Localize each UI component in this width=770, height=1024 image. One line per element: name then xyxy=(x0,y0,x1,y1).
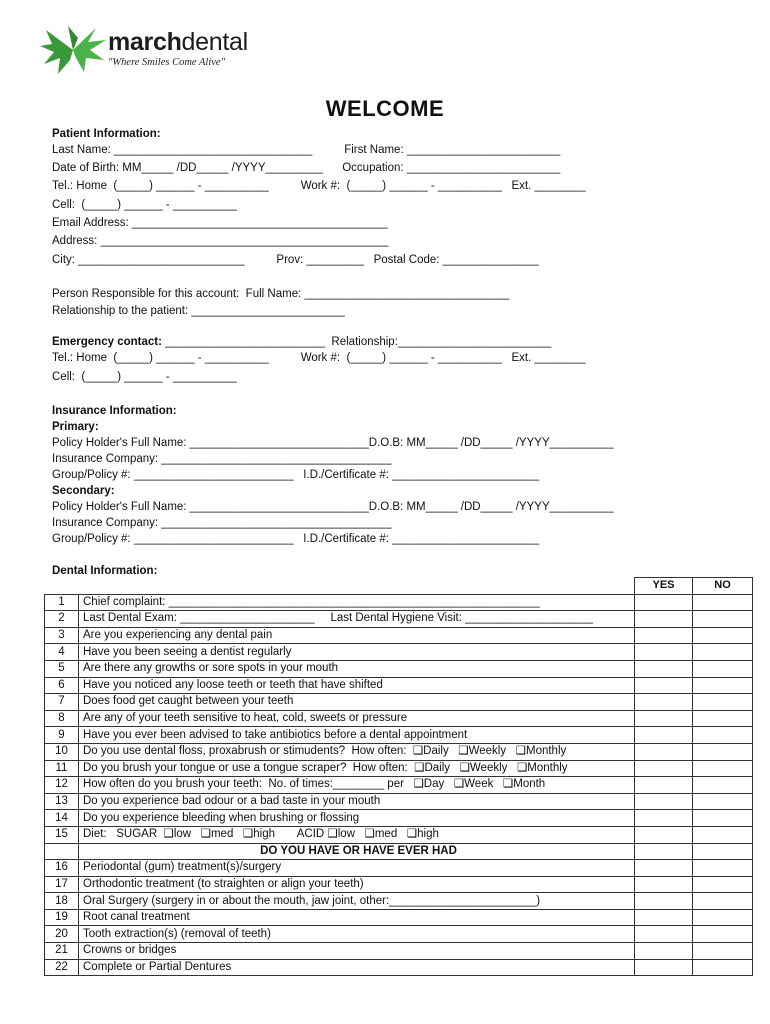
no-cell[interactable] xyxy=(693,893,753,910)
dob-line[interactable]: Date of Birth: MM_____ /DD_____ /YYYY_________ Occupation: ________________________ xyxy=(52,162,561,174)
no-column-header: NO xyxy=(693,578,753,595)
table-row xyxy=(45,926,753,943)
primary-holder-line[interactable]: Policy Holder's Full Name: ____________________________D.O.B: MM_____ /DD_____ /YYYY__________ xyxy=(52,437,614,449)
question-number: 7 xyxy=(45,694,79,711)
question-number: 16 xyxy=(45,860,79,877)
phone-line[interactable]: Tel.: Home (_____) ______ - __________ Work #: (_____) ______ - __________ Ext. ________ xyxy=(52,180,586,192)
no-cell[interactable] xyxy=(693,627,753,644)
no-cell[interactable] xyxy=(693,694,753,711)
page-title: WELCOME xyxy=(325,96,445,121)
yes-cell[interactable] xyxy=(635,611,693,628)
address-line[interactable]: Address: _____________________________________________ xyxy=(52,235,389,247)
table-row xyxy=(45,810,753,827)
question-number: 10 xyxy=(45,743,79,760)
question-text: Are any of your teeth sensitive to heat, cold, sweets or pressure xyxy=(79,710,635,727)
no-cell[interactable] xyxy=(693,710,753,727)
table-row xyxy=(45,777,753,794)
emergency-line[interactable]: Emergency contact: _________________________ Relationship:________________________ xyxy=(52,336,552,348)
question-text: Do you brush your tongue or use a tongue scraper? How often: ❑Daily ❑Weekly ❑Monthly xyxy=(79,760,635,777)
secondary-holder-line[interactable]: Policy Holder's Full Name: ____________________________D.O.B: MM_____ /DD_____ /YYYY__________ xyxy=(52,501,614,513)
brand-name: marchdental xyxy=(108,28,248,56)
table-header-row xyxy=(45,578,753,595)
relationship-line[interactable]: Relationship to the patient: ________________________ xyxy=(52,305,345,317)
secondary-policy-line[interactable]: Group/Policy #: _________________________ I.D./Certificate #: _______________________ xyxy=(52,533,540,545)
yes-cell[interactable] xyxy=(635,909,693,926)
table-row xyxy=(45,793,753,810)
question-text: Do you experience bleeding when brushing or flossing xyxy=(79,810,635,827)
question-text: Does food get caught between your teeth xyxy=(79,694,635,711)
yes-cell[interactable] xyxy=(635,710,693,727)
question-text: Do you experience bad odour or a bad taste in your mouth xyxy=(79,793,635,810)
dental-heading: Dental Information: xyxy=(52,565,158,577)
table-row xyxy=(45,644,753,661)
question-number: 5 xyxy=(45,660,79,677)
question-text: Last Dental Exam: _____________________ Last Dental Hygiene Visit: ____________________ xyxy=(79,611,635,628)
question-number: 4 xyxy=(45,644,79,661)
question-number: 21 xyxy=(45,943,79,960)
question-text: Are there any growths or sore spots in your mouth xyxy=(79,660,635,677)
question-text: Complete or Partial Dentures xyxy=(79,959,635,976)
yes-cell[interactable] xyxy=(635,677,693,694)
question-number: 13 xyxy=(45,793,79,810)
table-row xyxy=(45,611,753,628)
yes-cell[interactable] xyxy=(635,594,693,611)
no-cell[interactable] xyxy=(693,860,753,877)
patient-heading: Patient Information: xyxy=(52,128,161,140)
yes-column-header: YES xyxy=(635,578,693,595)
yes-cell[interactable] xyxy=(635,959,693,976)
city-line[interactable]: City: __________________________ Prov: _________ Postal Code: _______________ xyxy=(52,254,539,266)
yes-cell[interactable] xyxy=(635,793,693,810)
secondary-label: Secondary: xyxy=(52,485,115,497)
no-cell[interactable] xyxy=(693,909,753,926)
no-cell[interactable] xyxy=(693,777,753,794)
question-number: 19 xyxy=(45,909,79,926)
question-number: 3 xyxy=(45,627,79,644)
question-number: 8 xyxy=(45,710,79,727)
name-line[interactable]: Last Name: _______________________________ First Name: ________________________ xyxy=(52,144,561,156)
section-blank xyxy=(45,843,79,860)
yes-cell[interactable] xyxy=(635,627,693,644)
question-text: Chief complaint: __________________________________________________________ xyxy=(79,594,635,611)
table-row xyxy=(45,660,753,677)
table-row xyxy=(45,909,753,926)
table-row xyxy=(45,727,753,744)
question-number: 12 xyxy=(45,777,79,794)
yes-cell[interactable] xyxy=(635,777,693,794)
question-number: 14 xyxy=(45,810,79,827)
no-cell[interactable] xyxy=(693,926,753,943)
question-text: Periodontal (gum) treatment(s)/surgery xyxy=(79,860,635,877)
question-text: Have you been seeing a dentist regularly xyxy=(79,644,635,661)
primary-label: Primary: xyxy=(52,421,99,433)
emergency-phone-line[interactable]: Tel.: Home (_____) ______ - __________ Work #: (_____) ______ - __________ Ext. ________ xyxy=(52,352,586,364)
question-number: 1 xyxy=(45,594,79,611)
yes-cell[interactable] xyxy=(635,926,693,943)
question-number: 15 xyxy=(45,826,79,843)
insurance-heading: Insurance Information: xyxy=(52,405,177,417)
no-cell[interactable] xyxy=(693,644,753,661)
yes-cell[interactable] xyxy=(635,760,693,777)
table-row xyxy=(45,893,753,910)
no-cell[interactable] xyxy=(693,959,753,976)
table-row xyxy=(45,860,753,877)
emergency-cell-line[interactable]: Cell: (_____) ______ - __________ xyxy=(52,371,237,383)
yes-cell[interactable] xyxy=(635,644,693,661)
question-number: 17 xyxy=(45,876,79,893)
secondary-company-line[interactable]: Insurance Company: ____________________________________ xyxy=(52,517,392,529)
question-number: 18 xyxy=(45,893,79,910)
no-cell[interactable] xyxy=(693,943,753,960)
question-number: 20 xyxy=(45,926,79,943)
table-row xyxy=(45,826,753,843)
cell-line[interactable]: Cell: (_____) ______ - __________ xyxy=(52,199,237,211)
question-text: Oral Surgery (surgery in or about the mouth, jaw joint, other:_______________________) xyxy=(79,893,635,910)
no-cell[interactable] xyxy=(693,743,753,760)
question-text: Do you use dental floss, proxabrush or stimudents? How often: ❑Daily ❑Weekly ❑Monthly xyxy=(79,743,635,760)
email-line[interactable]: Email Address: ________________________________________ xyxy=(52,217,388,229)
no-cell[interactable] xyxy=(693,594,753,611)
no-cell[interactable] xyxy=(693,810,753,827)
table-row xyxy=(45,959,753,976)
section-row xyxy=(45,843,753,860)
question-text: Crowns or bridges xyxy=(79,943,635,960)
no-cell[interactable] xyxy=(693,793,753,810)
no-cell[interactable] xyxy=(693,660,753,677)
section-yes-cell xyxy=(635,843,693,860)
question-text: Orthodontic treatment (to straighten or align your teeth) xyxy=(79,876,635,893)
question-text: Root canal treatment xyxy=(79,909,635,926)
question-number: 11 xyxy=(45,760,79,777)
responsible-line[interactable]: Person Responsible for this account: Full Name: ________________________________ xyxy=(52,288,510,300)
table-row xyxy=(45,677,753,694)
question-text: Have you noticed any loose teeth or teeth that have shifted xyxy=(79,677,635,694)
question-text: How often do you brush your teeth: No. of times:________ per ❑Day ❑Week ❑Month xyxy=(79,777,635,794)
yes-cell[interactable] xyxy=(635,943,693,960)
question-text: Diet: SUGAR ❑low ❑med ❑high ACID ❑low ❑med ❑high xyxy=(79,826,635,843)
table-row xyxy=(45,627,753,644)
brand-logo xyxy=(38,22,278,78)
yes-cell[interactable] xyxy=(635,860,693,877)
section-heading: DO YOU HAVE OR HAVE EVER HAD xyxy=(79,843,635,860)
section-no-cell xyxy=(693,843,753,860)
question-text: Are you experiencing any dental pain xyxy=(79,627,635,644)
question-number: 2 xyxy=(45,611,79,628)
brand-tagline: "Where Smiles Come Alive" xyxy=(108,57,225,68)
no-cell[interactable] xyxy=(693,611,753,628)
question-text: Tooth extraction(s) (removal of teeth) xyxy=(79,926,635,943)
yes-cell[interactable] xyxy=(635,660,693,677)
no-cell[interactable] xyxy=(693,760,753,777)
leaf-icon xyxy=(38,24,108,76)
yes-cell[interactable] xyxy=(635,727,693,744)
yes-cell[interactable] xyxy=(635,826,693,843)
table-row xyxy=(45,760,753,777)
table-row xyxy=(45,594,753,611)
primary-policy-line[interactable]: Group/Policy #: _________________________ I.D./Certificate #: _______________________ xyxy=(52,469,540,481)
table-row xyxy=(45,743,753,760)
question-number: 9 xyxy=(45,727,79,744)
question-number: 6 xyxy=(45,677,79,694)
yes-cell[interactable] xyxy=(635,876,693,893)
table-row xyxy=(45,694,753,711)
question-number: 22 xyxy=(45,959,79,976)
table-row xyxy=(45,710,753,727)
question-text: Have you ever been advised to take antibiotics before a dental appointment xyxy=(79,727,635,744)
no-cell[interactable] xyxy=(693,826,753,843)
yes-cell[interactable] xyxy=(635,743,693,760)
yes-cell[interactable] xyxy=(635,893,693,910)
primary-company-line[interactable]: Insurance Company: ____________________________________ xyxy=(52,453,392,465)
yes-cell[interactable] xyxy=(635,810,693,827)
no-cell[interactable] xyxy=(693,677,753,694)
yes-cell[interactable] xyxy=(635,694,693,711)
dental-table xyxy=(44,577,753,976)
table-row xyxy=(45,876,753,893)
no-cell[interactable] xyxy=(693,727,753,744)
no-cell[interactable] xyxy=(693,876,753,893)
table-row xyxy=(45,943,753,960)
